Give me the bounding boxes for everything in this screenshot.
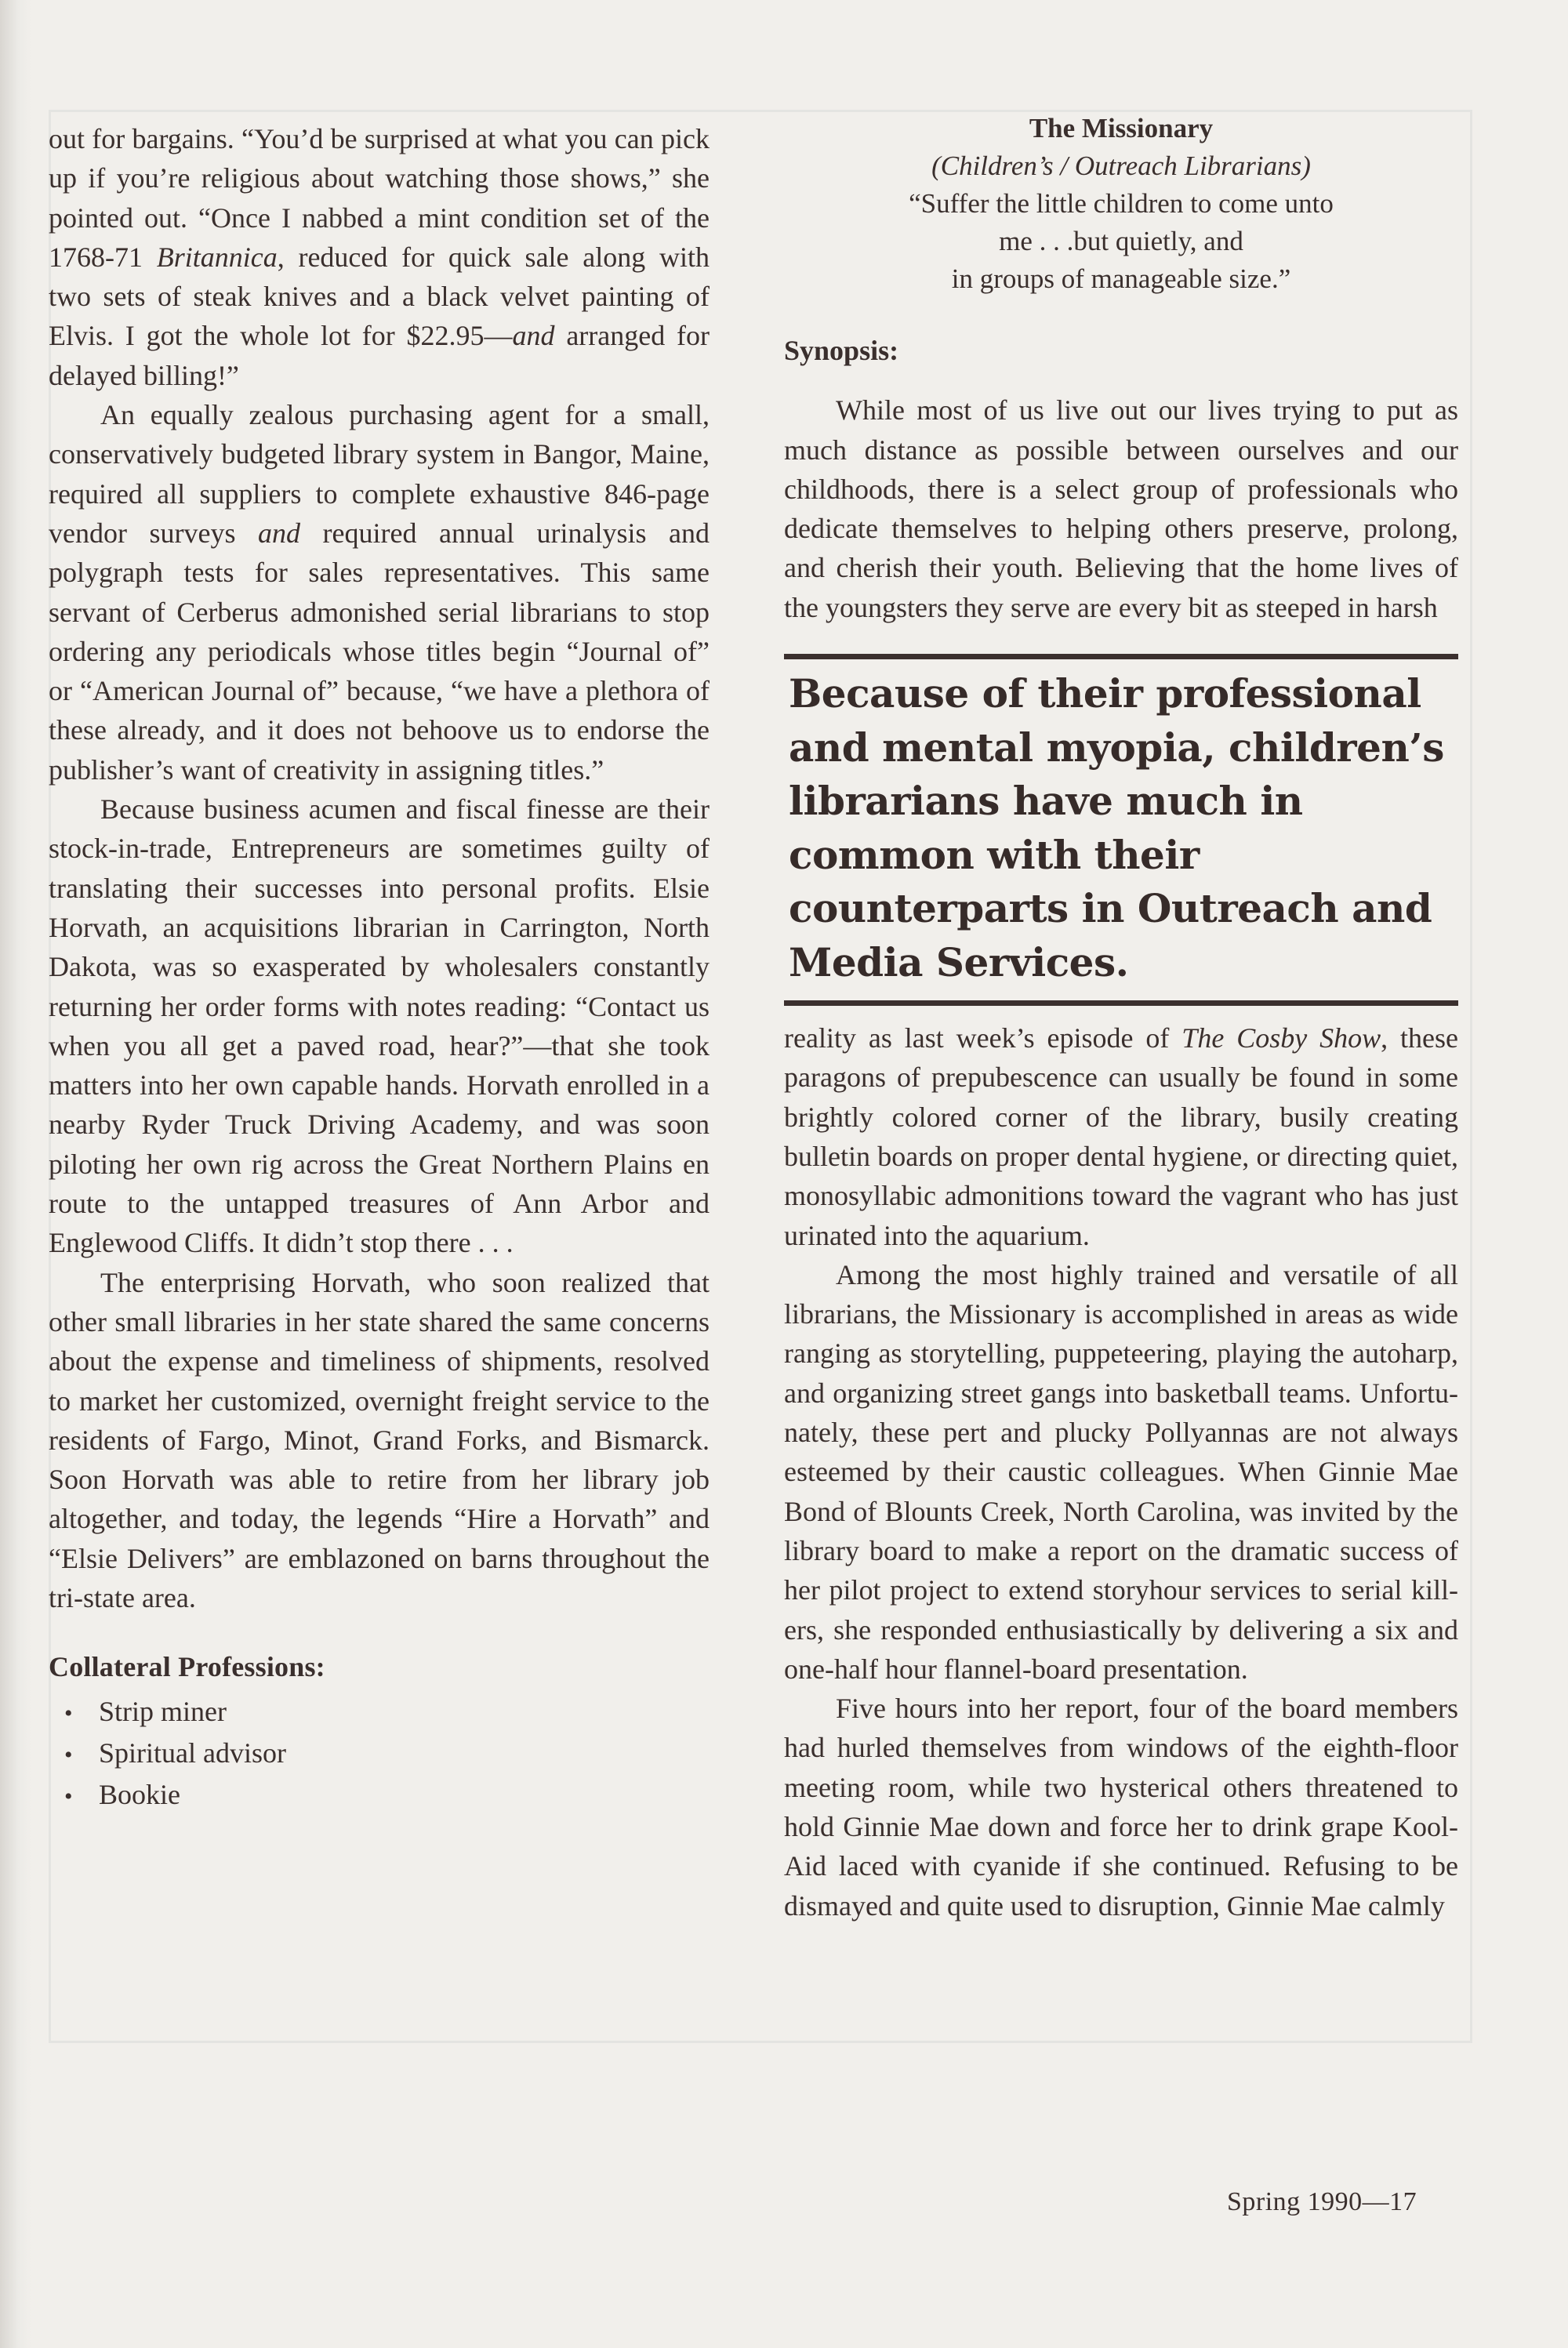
paragraph: An equally zealous purchasing agent for a small, conservatively budgeted library system in Bangor, Maine, required all suppliers to complete exhaustive 846-page vendor surveys and required annual urinalysis and polygraph tests for sales representatives. This same servant of Cerberus admonished serial librarians to stop ordering any periodicals whose titles begin “Journal of” or “American Journal of” because, “we have a plethora of these already, and it does not behoove us to endorse the publisher’s want of creativity in assigning titles.” — [49, 399, 710, 786]
section-header — [784, 110, 1458, 298]
right-column — [784, 110, 1458, 1925]
epigraph: “Suffer the little children to come unto me . . .but quietly, and in groups of manageable size.” — [909, 188, 1334, 294]
paragraph: Among the most highly trained and versatile of all librarians, the Missionary is accomplished in areas as wide ranging as storytelling, puppeteering, playing the autoharp, and organizing street gangs into basketball teams. Unfortunately, these pert and plucky Pollyannas are not always esteemed by their caustic colleagues. When Ginnie Mae Bond of Blounts Creek, North Carolina, was invited by the library board to make a report on the dramatic success of her pilot project to extend storyhour services to serial killers, she responded enthusiastically by delivering a six and one-half hour flannel-board presentation. — [784, 1258, 1458, 1685]
page-folio: Spring 1990—17 — [1227, 2187, 1417, 2216]
list-item: • Spiritual advisor — [64, 1733, 710, 1775]
bullet-icon: • — [64, 1700, 73, 1726]
pull-quote: Because of their professional and mental myopia, children’s librarians have much in common with their counterparts in Outreach and Media Services. — [789, 670, 1444, 985]
synopsis-heading: Synopsis: — [784, 335, 899, 366]
paragraph: While most of us live out our lives trying to put as much distance as possible between ourselves and our childhoods, there is a select group of professionals who dedicate themselves to helping others preserve, prolong, and cherish their youth. Believing that the home lives of the youngsters they serve are every bit as steeped in harsh — [784, 394, 1458, 623]
pull-quote-top-rule — [784, 654, 1458, 659]
section-title: The Missionary — [1029, 113, 1214, 143]
list-item: • Bookie — [64, 1775, 710, 1816]
bullet-icon: • — [64, 1741, 73, 1768]
list-item: • Strip miner — [64, 1692, 710, 1733]
pull-quote-box — [784, 654, 1458, 1006]
page-gutter-shadow — [0, 0, 31, 2348]
paragraph: Because business acumen and fiscal finesse are their stock-in-trade, Entrepreneurs are sometimes guilty of translating their successes into personal profits. Elsie Horvath, an acquisitions librarian in Carrington, North Dakota, was so exasperated by wholesalers constantly returning her order forms with notes reading: “Contact us when you all get a paved road, hear?”—that she took matters into her own capable hands. Horvath enrolled in a nearby Ryder Truck Driving Academy, and was soon piloting her own rig across the Great Northern Plains en route to the untapped treasures of Ann Arbor and Englewood Cliffs. It didn’t stop there . . . — [49, 793, 710, 1259]
collateral-professions-heading: Collateral Professions: — [49, 1651, 325, 1683]
pull-quote-bottom-rule — [784, 1000, 1458, 1006]
section-subtitle: (Children’s / Outreach Librarians) — [931, 151, 1311, 181]
paragraph: The enterprising Horvath, who soon realized that other small libraries in her state shared the same concerns about the expense and timeliness of shipments, resolved to market her customized, overnight freight service to the residents of Fargo, Minot, Grand Forks, and Bismarck. Soon Horvath was able to retire from her library job altogether, and today, the legends “Hire a Horvath” and “Elsie Delivers” are emblazoned on barns throughout the tri-state area. — [49, 1266, 710, 1613]
paragraph: out for bargains. “You’d be surprised at what you can pick up if you’re religious about watching those shows,” she pointed out. “Once I nabbed a mint condition set of the 1768-71 Britannica, reduced for quick sale along with two sets of steak knives and a black velvet painting of Elvis. I got the whole lot for $22.95—and arranged for delayed billing!” — [49, 123, 710, 391]
collateral-professions-list — [49, 1692, 710, 1817]
left-column — [49, 119, 710, 1816]
paragraph: Five hours into her report, four of the board members had hurled themselves from windows of the eighth-floor meeting room, while two hysterical others threatened to hold Ginnie Mae down and force her to drink grape Kool-Aid laced with cyanide if she continued. Refusing to be dismayed and quite used to disruption, Ginnie Mae calmly — [784, 1693, 1458, 1922]
paragraph: reality as last week’s episode of The Cosby Show, these paragons of prepubescence can usually be found in some brightly colored corner of the library, busily creating bulletin boards on proper dental hygiene, or directing quiet, monosyllabic admonitions toward the vagrant who has just urinated into the aquarium. — [784, 1022, 1458, 1251]
bullet-icon: • — [64, 1784, 73, 1810]
